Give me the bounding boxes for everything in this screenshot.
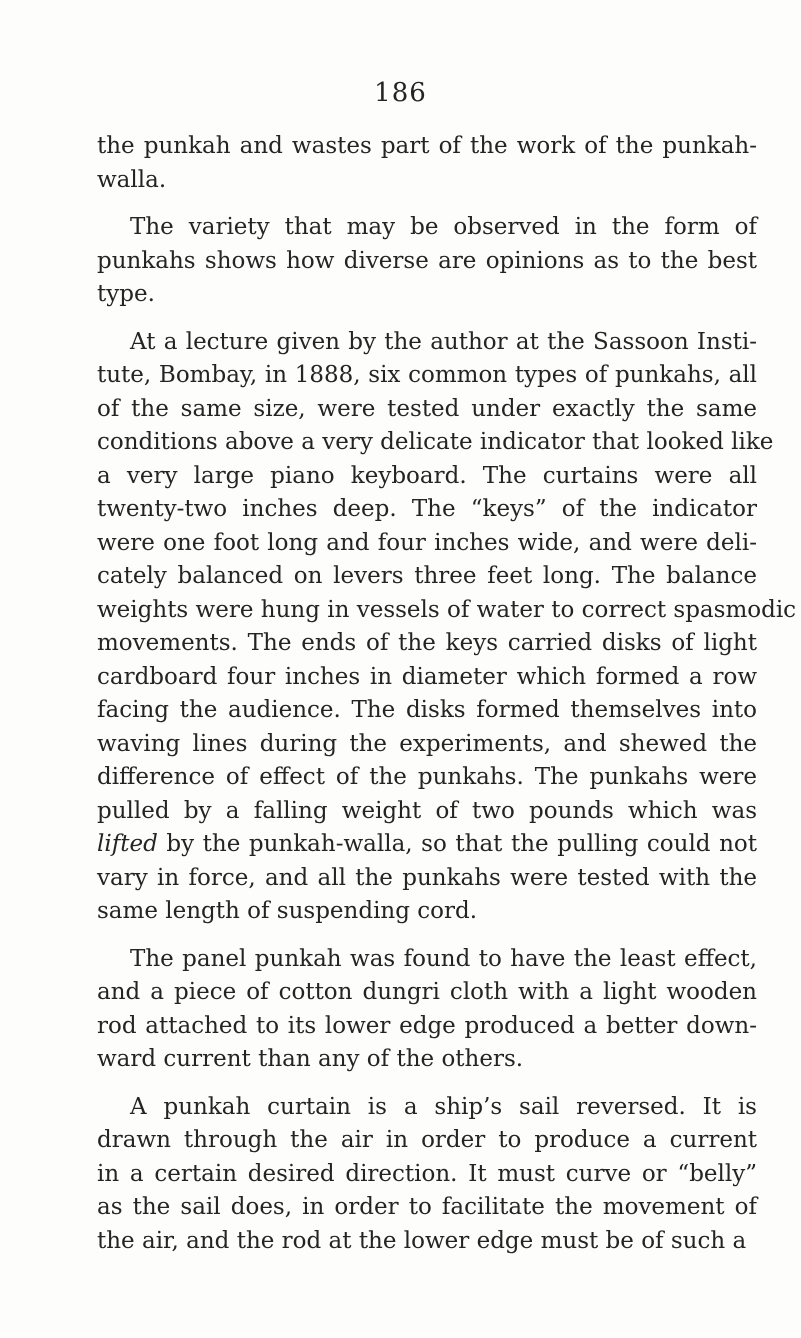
text-line: At a lecture given by the author at the Sassoon Insti- — [130, 328, 757, 355]
text-line: tute, Bombay, in 1888, six common types of punkahs, all — [97, 362, 757, 388]
text-line: of the same size, were tested under exactly the same — [97, 395, 757, 422]
text-line: The variety that may be observed in the form of — [130, 214, 757, 240]
text-line: were one foot long and four inches wide, and were deli- — [97, 529, 757, 556]
body-text — [97, 130, 797, 1258]
text-line: walla. — [97, 166, 167, 193]
text-line: lifted by the punkah-walla, so that the pulling could not — [97, 831, 757, 857]
text-line: drawn through the air in order to produce a current — [97, 1127, 757, 1153]
text-line: pulled by a falling weight of two pounds which was — [97, 797, 757, 824]
text-line: a very large piano keyboard. The curtains were all — [97, 462, 757, 489]
text-line: ward current than any of the others. — [97, 1046, 524, 1072]
paragraph — [97, 943, 757, 1077]
paragraph — [97, 326, 797, 929]
text-line: weights were hung in vessels of water to correct spasmodic — [97, 596, 797, 623]
page-number: 186 — [374, 78, 427, 108]
italic-word: lifted — [97, 831, 158, 857]
text-line: facing the audience. The disks formed themselves into — [97, 697, 757, 723]
text-line: cardboard four inches in diameter which formed a row — [97, 663, 757, 690]
text-line: A punkah curtain is a ship’s sail reversed. It is — [130, 1093, 757, 1120]
text-line: punkahs shows how diverse are opinions as to the best — [97, 247, 757, 274]
paragraph — [97, 130, 757, 197]
text-line: in a certain desired direction. It must curve or “belly” — [97, 1160, 757, 1187]
text-line: vary in force, and all the punkahs were tested with the — [97, 864, 757, 891]
text-line: type. — [97, 281, 155, 307]
text-line: the air, and the rod at the lower edge must be of such a — [97, 1227, 747, 1254]
text-line: twenty-two inches deep. The “keys” of the indicator — [97, 496, 757, 522]
text-line: waving lines during the experiments, and shewed the — [97, 730, 757, 757]
text-line: same length of suspending cord. — [97, 898, 478, 924]
text-line: and a piece of cotton dungri cloth with a light wooden — [97, 979, 757, 1005]
text-line: movements. The ends of the keys carried disks of light — [97, 630, 757, 656]
text-line: as the sail does, in order to facilitate the movement of — [97, 1194, 757, 1220]
paragraph — [97, 1091, 757, 1259]
text-line: The panel punkah was found to have the least effect, — [130, 945, 757, 972]
paragraph — [97, 211, 757, 312]
text-line: rod attached to its lower edge produced a better down- — [97, 1012, 757, 1039]
text-line: cately balanced on levers three feet long. The balance — [97, 563, 757, 589]
text-line: conditions above a very delicate indicator that looked like — [97, 429, 774, 455]
text-line: difference of effect of the punkahs. The punkahs were — [97, 764, 757, 790]
text-line: the punkah and wastes part of the work of the punkah- — [97, 133, 757, 159]
